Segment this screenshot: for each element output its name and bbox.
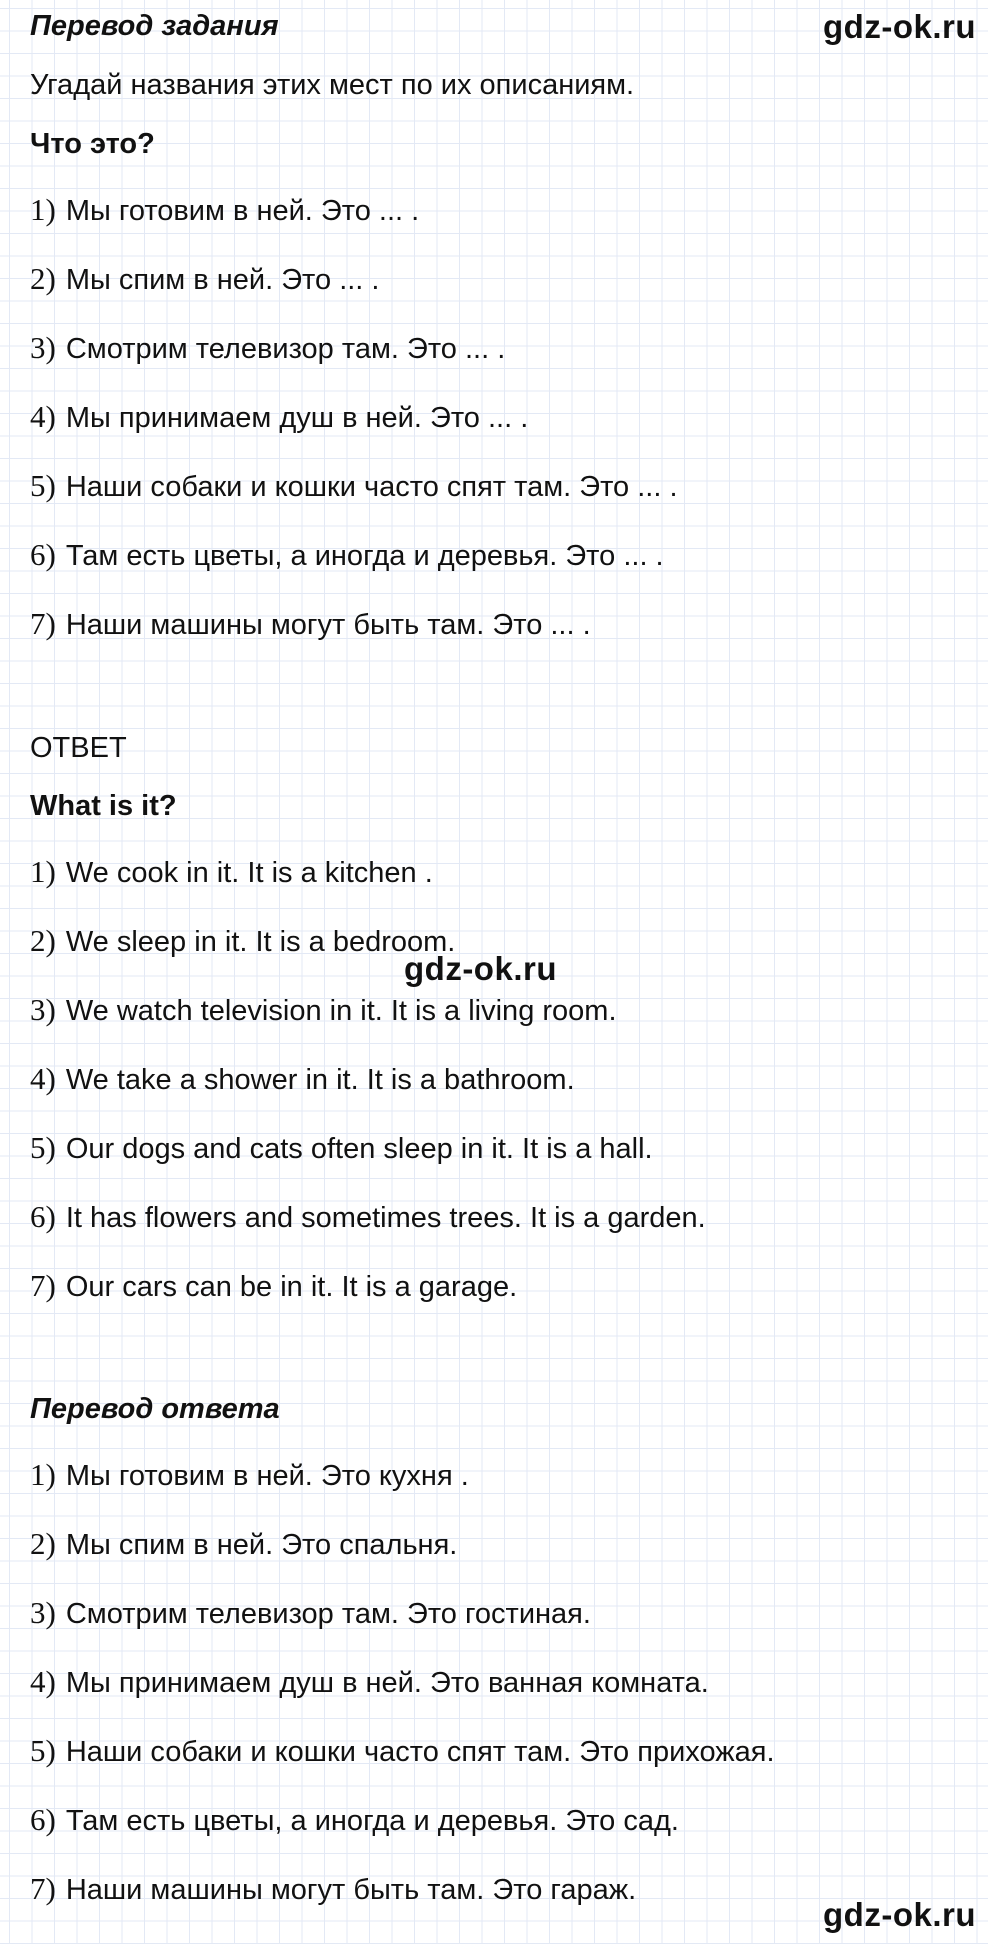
item-number: 5) <box>30 1130 56 1165</box>
item-number: 6) <box>30 537 56 572</box>
translation-item <box>30 1802 679 1839</box>
item-number: 1) <box>30 854 56 889</box>
translation-item <box>30 1526 457 1563</box>
answer-item <box>30 854 433 891</box>
item-text: Наши собаки и кошки часто спят там. Это ... . <box>65 471 678 503</box>
item-text: Our dogs and cats often sleep in it. It is a hall. <box>65 1133 653 1165</box>
item-text: Там есть цветы, а иногда и деревья. Это ... . <box>65 540 664 572</box>
watermark-bottom: gdz-ok.ru <box>823 1896 976 1933</box>
task-translation-heading: Перевод задания <box>30 10 279 42</box>
task-item <box>30 261 379 298</box>
item-text: It has flowers and sometimes trees. It is a garden. <box>65 1202 706 1234</box>
item-text: Мы принимаем душ в ней. Это ... . <box>65 402 529 434</box>
answer-item <box>30 923 455 960</box>
item-number: 7) <box>30 1268 56 1303</box>
task-item <box>30 330 505 367</box>
item-number: 2) <box>30 923 56 958</box>
task-item <box>30 537 664 574</box>
item-text: Смотрим телевизор там. Это ... . <box>65 333 506 365</box>
answer-item <box>30 1199 706 1236</box>
item-number: 5) <box>30 468 56 503</box>
item-number: 4) <box>30 1664 56 1699</box>
item-text: Мы спим в ней. Это спальня. <box>65 1529 458 1561</box>
item-number: 2) <box>30 261 56 296</box>
item-text: Our cars can be in it. It is a garage. <box>65 1271 518 1303</box>
task-instruction: Угадай названия этих мест по их описаниям. <box>30 69 635 101</box>
translation-item <box>30 1595 591 1632</box>
task-item <box>30 606 591 643</box>
item-number: 4) <box>30 399 56 434</box>
answer-item <box>30 1061 575 1098</box>
task-item <box>30 399 528 436</box>
answer-heading: ОТВЕТ <box>30 732 127 764</box>
item-number: 3) <box>30 992 56 1027</box>
item-number: 7) <box>30 606 56 641</box>
item-number: 4) <box>30 1061 56 1096</box>
watermark-top: gdz-ok.ru <box>823 8 976 45</box>
item-number: 2) <box>30 1526 56 1561</box>
answer-item <box>30 1130 653 1167</box>
task-item <box>30 192 419 229</box>
item-number: 1) <box>30 1457 56 1492</box>
task-question: Что это? <box>30 128 155 160</box>
item-text: Мы принимаем душ в ней. Это ванная комната. <box>65 1667 709 1699</box>
translation-item <box>30 1664 709 1701</box>
translation-item <box>30 1871 636 1908</box>
answer-item <box>30 1268 517 1305</box>
item-number: 3) <box>30 1595 56 1630</box>
item-number: 5) <box>30 1733 56 1768</box>
item-number: 1) <box>30 192 56 227</box>
item-text: Смотрим телевизор там. Это гостиная. <box>65 1598 591 1630</box>
item-text: Мы спим в ней. Это ... . <box>65 264 380 296</box>
item-number: 6) <box>30 1199 56 1234</box>
answer-item <box>30 992 617 1029</box>
translation-item <box>30 1733 775 1770</box>
item-text: We sleep in it. It is a bedroom. <box>65 926 456 958</box>
watermark-middle: gdz-ok.ru <box>404 950 557 987</box>
answer-translation-heading: Перевод ответа <box>30 1393 280 1425</box>
item-text: We cook in it. It is a kitchen . <box>65 857 433 889</box>
item-number: 3) <box>30 330 56 365</box>
answer-question: What is it? <box>30 790 177 822</box>
item-text: Наши машины могут быть там. Это гараж. <box>65 1874 637 1906</box>
item-number: 6) <box>30 1802 56 1837</box>
translation-item <box>30 1457 469 1494</box>
item-text: Наши собаки и кошки часто спят там. Это прихожая. <box>65 1736 775 1768</box>
item-text: Там есть цветы, а иногда и деревья. Это сад. <box>65 1805 679 1837</box>
item-text: Наши машины могут быть там. Это ... . <box>65 609 591 641</box>
item-number: 7) <box>30 1871 56 1906</box>
task-item <box>30 468 678 505</box>
item-text: Мы готовим в ней. Это ... . <box>65 195 420 227</box>
item-text: We watch television in it. It is a living room. <box>65 995 617 1027</box>
item-text: Мы готовим в ней. Это кухня . <box>65 1460 469 1492</box>
item-text: We take a shower in it. It is a bathroom. <box>65 1064 575 1096</box>
